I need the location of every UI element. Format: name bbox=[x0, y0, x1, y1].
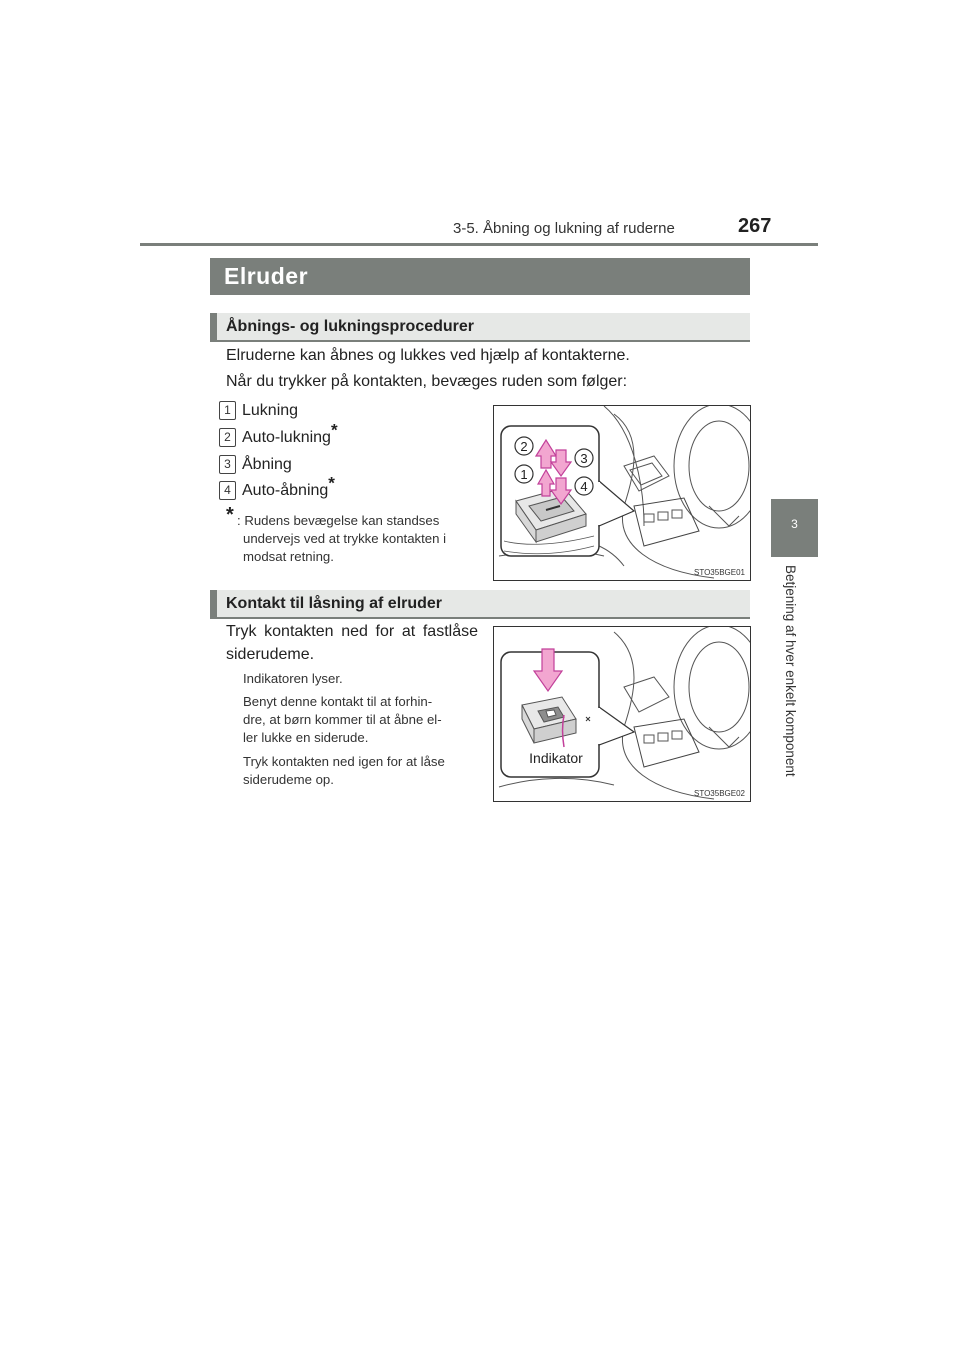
header-rule bbox=[140, 243, 818, 246]
section-heading-lock-switch bbox=[210, 590, 750, 619]
callout-1-text: 1 bbox=[520, 467, 528, 482]
chapter-label-text: Betjening af hver enkelt komponent bbox=[783, 565, 798, 777]
running-header: 3-5. Åbning og lukning af ruderne bbox=[453, 220, 675, 237]
page-title-bar bbox=[210, 258, 750, 295]
figure-code: STO35BGE01 bbox=[694, 568, 745, 577]
lock-note-3-line-2: siderudeme op. bbox=[243, 772, 334, 787]
lock-text-line-2: siderudeme. bbox=[226, 646, 315, 663]
item-number-2: 2 bbox=[219, 428, 236, 447]
note-line-2: undervejs ved at trykke kontakten i bbox=[243, 531, 447, 546]
lock-note-2-line-1: Benyt denne kontakt til at forhin- bbox=[243, 694, 433, 709]
item-label-opening: Åbning bbox=[242, 456, 292, 473]
chapter-label bbox=[780, 565, 804, 795]
section-heading-text: Kontakt til låsning af elruder bbox=[226, 595, 443, 612]
lock-note-2-line-2: dre, at børn kommer til at åbne el- bbox=[243, 712, 442, 727]
chapter-number: 3 bbox=[791, 517, 798, 531]
lock-note-2-line-3: ler lukke en siderude. bbox=[243, 730, 369, 745]
item-number-1: 1 bbox=[219, 401, 236, 420]
section-heading-open-close bbox=[210, 313, 750, 342]
page-number: 267 bbox=[738, 215, 772, 237]
item-number-4: 4 bbox=[219, 481, 236, 500]
intro-line-2: Når du trykker på kontakten, bevæges ruden som følger: bbox=[226, 373, 628, 390]
lock-text-line-1: Tryk kontakten ned for at fastlåse bbox=[226, 623, 478, 640]
footnote-mark: * bbox=[330, 420, 338, 440]
figure-lock-switch bbox=[493, 626, 751, 802]
indicator-label: Indikator bbox=[529, 750, 583, 766]
item-label-auto-opening: Auto-åbning* bbox=[242, 473, 335, 499]
note-line-3: modsat retning. bbox=[243, 549, 334, 564]
item-label-closing: Lukning bbox=[242, 402, 299, 419]
figure-code: STO35BGE02 bbox=[694, 789, 745, 798]
item-label-auto-closing: Auto-lukning* bbox=[242, 420, 338, 446]
figure-window-switch bbox=[493, 405, 751, 581]
callout-3-text: 3 bbox=[580, 451, 588, 466]
callout-2-text: 2 bbox=[520, 439, 528, 454]
lock-note-1: Indikatoren lyser. bbox=[243, 671, 343, 686]
item-number-3: 3 bbox=[219, 455, 236, 474]
note-line-1: : Rudens bevægelse kan standses bbox=[237, 513, 440, 528]
intro-line-1: Elruderne kan åbnes og lukkes ved hjælp af kontakterne. bbox=[226, 347, 630, 364]
section-heading-text: Åbnings- og lukningsprocedurer bbox=[226, 318, 475, 335]
note-star: * bbox=[226, 504, 234, 526]
footnote-mark: * bbox=[328, 473, 335, 493]
callout-4-text: 4 bbox=[580, 479, 588, 494]
lock-switch-illustration bbox=[494, 627, 750, 801]
page-title: Elruder bbox=[224, 263, 309, 289]
lock-note-3-line-1: Tryk kontakten ned igen for at låse bbox=[243, 754, 445, 769]
window-switch-illustration bbox=[494, 406, 750, 580]
